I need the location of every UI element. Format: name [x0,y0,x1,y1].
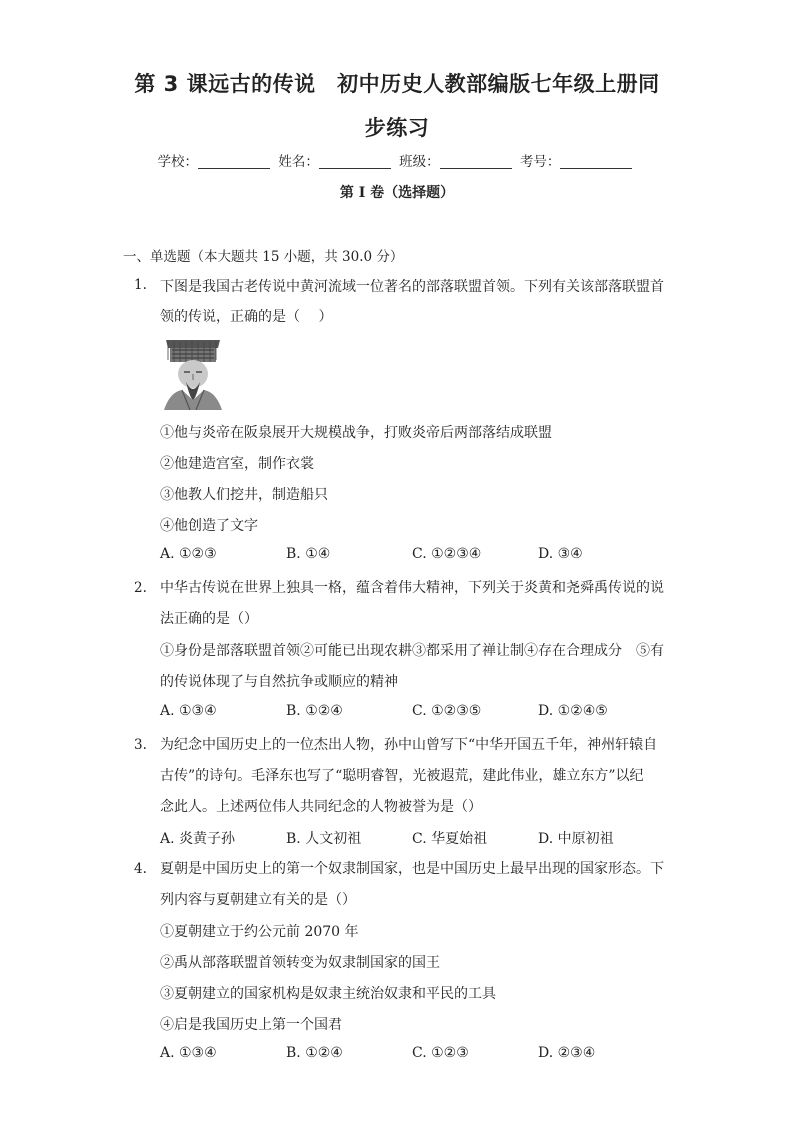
option-c[interactable]: C. ①②③⑤ [412,703,482,719]
statement-item: ④启是我国历史上第一个国君 [160,1017,342,1033]
question-number: 2. [134,580,147,596]
statement-item: ④他创造了文字 [160,518,258,534]
emperor-portrait-image [160,336,226,410]
statement-item: ①他与炎帝在阪泉展开大规模战争，打败炎帝后两部落结成联盟 [160,425,552,441]
option-d[interactable]: D. ②③④ [538,1045,596,1061]
option-d[interactable]: D. ①②④⑤ [538,703,608,719]
section-heading: 一、单选题（本大题共 15 小题，共 30.0 分） [123,249,404,265]
question-text: 古传”的诗句。毛泽东也写了“聪明睿智，光被遐荒，建此伟业，雄立东方”以纪 [160,768,644,784]
volume-heading: 第 I 卷（选择题） [339,185,455,201]
statement-item: ①夏朝建立于约公元前 2070 年 [160,924,359,940]
statement-item: ③夏朝建立的国家机构是奴隶主统治奴隶和平民的工具 [160,986,496,1002]
statement-item: ②禹从部落联盟首领转变为奴隶制国家的国王 [160,955,440,971]
option-b[interactable]: B. ①④ [286,546,331,562]
question-text: 列内容与夏朝建立有关的是（） [160,892,356,908]
option-c[interactable]: C. ①②③ [412,1045,469,1061]
option-a[interactable]: A. ①③④ [160,1045,217,1061]
student-info-row [0,150,794,170]
question-text: 下图是我国古老传说中黄河流域一位著名的部落联盟首领。下列有关该部落联盟首 [160,279,664,295]
page-title-line1: 第 3 课远古的传说 初中历史人教部编版七年级上册同 [134,72,660,96]
question-text: 中华古传说在世界上独具一格，蕴含着伟大精神，下列关于炎黄和尧舜禹传说的说 [160,580,664,596]
option-a[interactable]: A. ①②③ [160,546,217,562]
school-blank[interactable] [198,154,270,169]
option-a[interactable]: A. 炎黄子孙 [160,831,236,847]
page-title-line2: 步练习 [364,116,430,140]
question-text: 夏朝是中国历史上的第一个奴隶制国家，也是中国历史上最早出现的国家形态。下 [160,861,664,877]
name-blank[interactable] [319,154,391,169]
question-number: 3. [134,737,147,753]
option-c[interactable]: C. 华夏始祖 [412,831,488,847]
statement-item: ②他建造宫室，制作衣裳 [160,456,314,472]
name-label: 姓名： [278,154,319,170]
option-a[interactable]: A. ①③④ [160,703,217,719]
number-blank[interactable] [560,154,632,169]
class-blank[interactable] [440,154,512,169]
question-text: 的传说体现了与自然抗争或顺应的精神 [160,674,398,690]
question-number: 4. [134,861,147,877]
question-text: 念此人。上述两位伟人共同纪念的人物被誉为是（） [160,799,482,815]
option-d[interactable]: D. ③④ [538,546,583,562]
option-b[interactable]: B. 人文初祖 [286,831,362,847]
number-label: 考号： [519,154,561,170]
question-text: 法正确的是（） [160,611,258,627]
question-text: ①身份是部落联盟首领②可能已出现农耕③都采用了禅让制④存在合理成分 ⑤有 [160,643,664,659]
question-text: 为纪念中国历史上的一位杰出人物，孙中山曾写下“中华开国五千年，神州轩辕自 [160,737,658,753]
class-label: 班级： [399,154,440,170]
option-c[interactable]: C. ①②③④ [412,546,482,562]
option-b[interactable]: B. ①②④ [286,1045,343,1061]
question-number: 1. [134,277,147,293]
question-text: 领的传说，正确的是（ ） [160,309,333,325]
option-b[interactable]: B. ①②④ [286,703,343,719]
option-d[interactable]: D. 中原初祖 [538,831,614,847]
statement-item: ③他教人们挖井，制造船只 [160,487,328,503]
school-label: 学校： [157,154,199,170]
